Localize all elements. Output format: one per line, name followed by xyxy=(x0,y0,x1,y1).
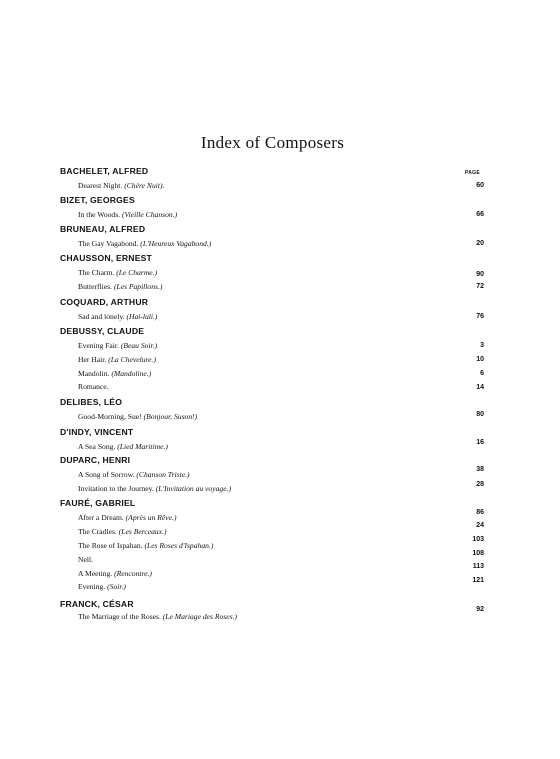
page-number: 24 xyxy=(476,522,484,529)
work-title: Romance. xyxy=(78,382,109,391)
work-entry xyxy=(78,412,197,421)
page-number: 121 xyxy=(472,577,484,584)
composer-name: DELIBES, LÉO xyxy=(60,397,123,407)
work-title: Butterflies. xyxy=(78,282,112,291)
work-french-title: (Les Roses d'Ispahan.) xyxy=(144,541,214,550)
composer-name: BIZET, GEORGES xyxy=(60,195,135,205)
page-number: 16 xyxy=(476,439,484,446)
page-number: 66 xyxy=(476,211,484,218)
page-number: 113 xyxy=(472,563,484,570)
work-entry xyxy=(78,612,237,621)
work-title: Nell. xyxy=(78,555,93,564)
page-number: 103 xyxy=(472,536,484,543)
work-french-title: (Les Berceaux.) xyxy=(118,527,167,536)
page-number: 108 xyxy=(472,550,484,557)
work-title: The Cradles. xyxy=(78,527,117,536)
page-column-label: PAGE xyxy=(465,170,480,176)
page-title: Index of Composers xyxy=(200,133,345,152)
work-title: The Charm. xyxy=(78,268,115,277)
work-entry xyxy=(78,442,168,451)
composer-name: FRANCK, CÉSAR xyxy=(60,599,134,609)
work-title: After a Dream. xyxy=(78,513,124,522)
work-title: Sad and lonely. xyxy=(78,312,125,321)
work-entry xyxy=(78,355,156,364)
work-title: Evening. xyxy=(78,582,106,591)
page-number: 14 xyxy=(476,384,484,391)
composer-name: BACHELET, ALFRED xyxy=(60,166,149,176)
composer-name: DUPARC, HENRI xyxy=(60,455,131,465)
work-french-title: (Beau Soir.) xyxy=(120,341,158,350)
composer-name: D'INDY, VINCENT xyxy=(60,427,134,437)
work-french-title: (Après un Rêve.) xyxy=(125,513,177,522)
page-number: 86 xyxy=(476,509,484,516)
page-number: 72 xyxy=(476,283,484,290)
composer-name: DEBUSSY, CLAUDE xyxy=(60,326,145,336)
work-title: A Meeting. xyxy=(78,569,113,578)
page-number: 38 xyxy=(476,466,484,473)
composer-name: COQUARD, ARTHUR xyxy=(60,297,149,307)
page-number: 92 xyxy=(476,606,484,613)
work-french-title: (Chère Nuit). xyxy=(124,181,165,190)
work-entry xyxy=(78,239,211,248)
page-number: 60 xyxy=(476,182,484,189)
work-title: A Song of Sorrow. xyxy=(78,470,135,479)
composer-name: FAURÉ, GABRIEL xyxy=(60,498,136,508)
work-entry xyxy=(78,341,157,350)
work-entry xyxy=(78,484,231,493)
work-title: A Sea Song. xyxy=(78,442,116,451)
work-entry xyxy=(78,582,126,591)
page-number: 76 xyxy=(476,313,484,320)
work-entry xyxy=(78,569,152,578)
work-entry xyxy=(78,382,109,391)
work-title: The Marriage of the Roses. xyxy=(78,612,161,621)
work-french-title: (L'Invitation au voyage.) xyxy=(155,484,231,493)
page-number: 28 xyxy=(476,481,484,488)
page-number: 20 xyxy=(476,240,484,247)
work-french-title: (Mandoline.) xyxy=(111,369,152,378)
work-french-title: (L'Heureux Vagabond.) xyxy=(140,239,212,248)
work-entry xyxy=(78,555,93,564)
work-title: The Gay Vagabond. xyxy=(78,239,139,248)
work-title: The Rose of Ispahan. xyxy=(78,541,143,550)
page-number: 90 xyxy=(476,271,484,278)
work-french-title: (Soir.) xyxy=(107,582,126,591)
work-french-title: (Le Charme.) xyxy=(116,268,158,277)
work-french-title: (Vieille Chanson.) xyxy=(121,210,178,219)
work-title: Her Hair. xyxy=(78,355,107,364)
page-number: 80 xyxy=(476,411,484,418)
work-entry xyxy=(78,527,167,536)
work-french-title: (Les Papillons.) xyxy=(113,282,163,291)
work-french-title: (Le Mariage des Roses.) xyxy=(162,612,238,621)
work-title: Dearest Night. xyxy=(78,181,123,190)
work-french-title: (Rencontre.) xyxy=(114,569,152,578)
work-entry xyxy=(78,470,190,479)
work-entry xyxy=(78,282,162,291)
work-title: Invitation to the Journey. xyxy=(78,484,154,493)
work-french-title: (Bonjour, Suson!) xyxy=(143,412,198,421)
composer-name: CHAUSSON, ERNEST xyxy=(60,253,153,263)
work-title: Good-Morning, Sue! xyxy=(78,412,142,421)
work-title: Mandolin. xyxy=(78,369,110,378)
composer-name: BRUNEAU, ALFRED xyxy=(60,224,146,234)
work-title: Evening Fair. xyxy=(78,341,119,350)
work-entry xyxy=(78,268,157,277)
page-number: 6 xyxy=(480,370,484,377)
work-entry xyxy=(78,513,176,522)
work-entry xyxy=(78,369,151,378)
page-number: 10 xyxy=(476,356,484,363)
work-entry xyxy=(78,210,177,219)
page-number: 3 xyxy=(480,342,484,349)
work-french-title: (Lied Maritime.) xyxy=(117,442,168,451)
work-french-title: (Hai-luli.) xyxy=(126,312,158,321)
work-entry xyxy=(78,181,164,190)
work-entry xyxy=(78,312,157,321)
work-french-title: (Chanson Triste.) xyxy=(136,470,190,479)
work-french-title: (La Chevelure.) xyxy=(108,355,156,364)
work-entry xyxy=(78,541,213,550)
work-title: In the Woods. xyxy=(78,210,121,219)
